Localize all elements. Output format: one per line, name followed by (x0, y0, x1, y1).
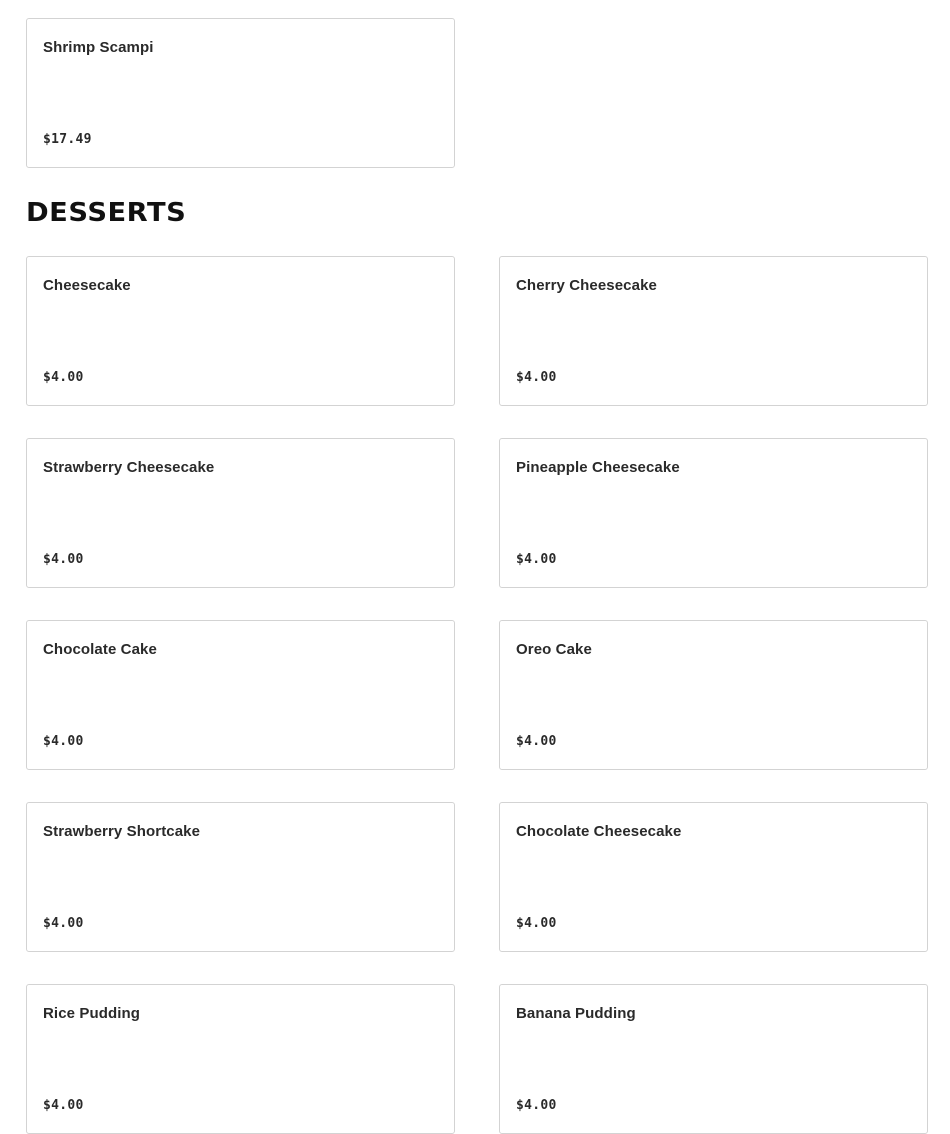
menu-item-name: Strawberry Shortcake (43, 823, 201, 840)
menu-item-name: Pineapple Cheesecake (516, 459, 680, 476)
menu-item-price: $17.49 (43, 132, 92, 147)
menu-item-card[interactable] (26, 18, 455, 168)
menu-item-name: Banana Pudding (516, 1005, 636, 1022)
menu-item-card[interactable] (499, 256, 928, 406)
menu-item-card[interactable] (499, 984, 928, 1134)
section-title-desserts: DESSERTS (26, 198, 187, 228)
menu-item-price: $4.00 (43, 916, 84, 931)
menu-item-price: $4.00 (516, 552, 557, 567)
menu-item-name: Rice Pudding (43, 1005, 141, 1022)
menu-item-card[interactable] (499, 438, 928, 588)
menu-item-card[interactable] (26, 802, 455, 952)
menu-item-name: Chocolate Cheesecake (516, 823, 682, 840)
menu-item-card[interactable] (26, 984, 455, 1134)
menu-item-name: Cheesecake (43, 277, 131, 294)
menu-item-card[interactable] (26, 438, 455, 588)
menu-item-price: $4.00 (516, 916, 557, 931)
menu-item-price: $4.00 (43, 1098, 84, 1113)
menu-item-card[interactable] (499, 620, 928, 770)
menu-item-price: $4.00 (516, 734, 557, 749)
menu-item-name: Oreo Cake (516, 641, 592, 658)
menu-item-card[interactable] (26, 256, 455, 406)
menu-item-price: $4.00 (43, 552, 84, 567)
menu-item-name: Strawberry Cheesecake (43, 459, 215, 476)
menu-item-card[interactable] (26, 620, 455, 770)
menu-item-card[interactable] (499, 802, 928, 952)
menu-item-price: $4.00 (43, 734, 84, 749)
menu-item-price: $4.00 (516, 370, 557, 385)
menu-item-price: $4.00 (516, 1098, 557, 1113)
menu-item-name: Cherry Cheesecake (516, 277, 657, 294)
menu-item-name: Shrimp Scampi (43, 39, 154, 56)
menu-item-name: Chocolate Cake (43, 641, 157, 658)
menu-item-price: $4.00 (43, 370, 84, 385)
